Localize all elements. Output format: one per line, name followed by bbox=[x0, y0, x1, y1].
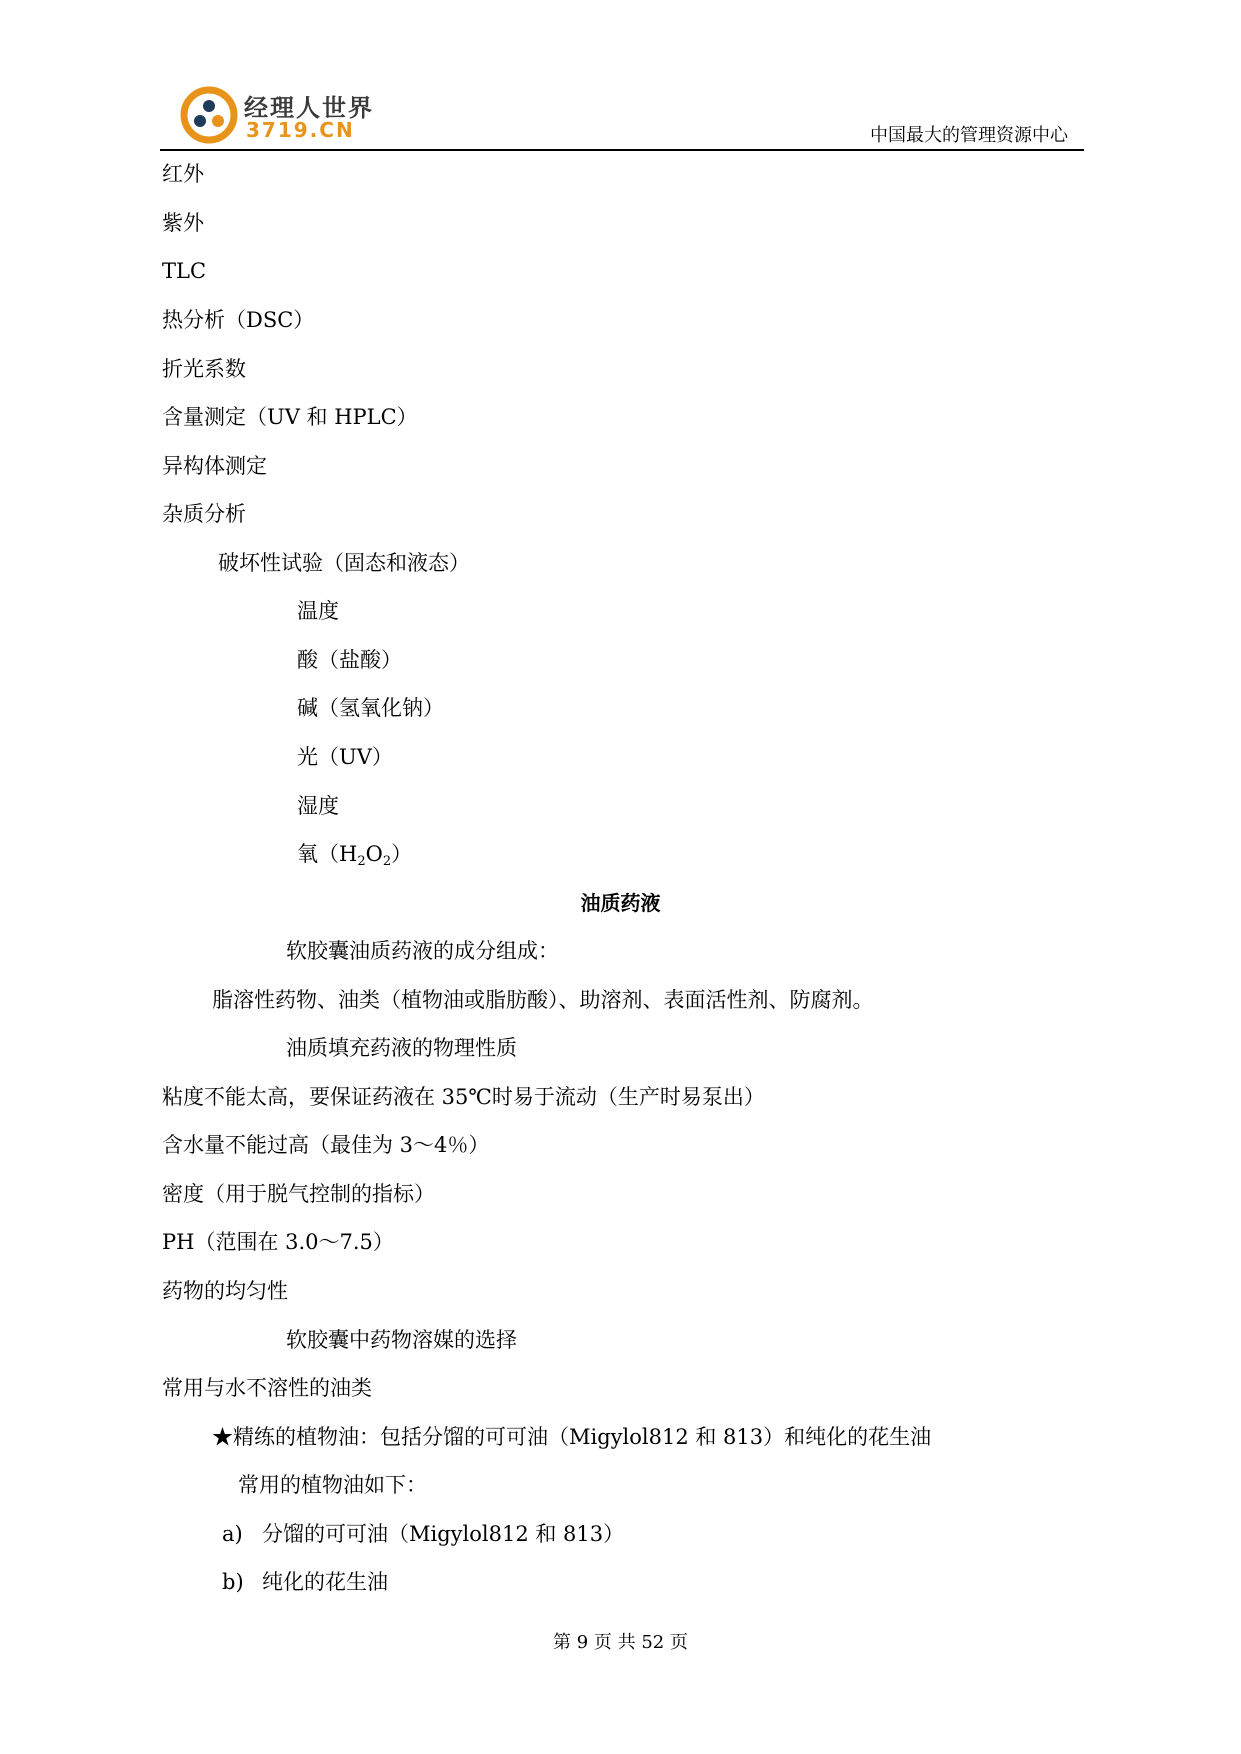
list-marker: a) bbox=[222, 1522, 243, 1546]
text-line: 油质填充药液的物理性质 bbox=[286, 1036, 517, 1060]
site-logo bbox=[180, 84, 380, 146]
logo-domain-text: 3719.CN bbox=[246, 118, 355, 142]
text-line: 常用与水不溶性的油类 bbox=[162, 1376, 372, 1400]
text-line: 酸（盐酸） bbox=[297, 648, 402, 672]
text-line: 湿度 bbox=[297, 794, 339, 818]
section-title: 油质药液 bbox=[580, 891, 661, 915]
text-line: 红外 bbox=[162, 162, 204, 186]
text-line: 粘度不能太高，要保证药液在 35℃时易于流动（生产时易泵出） bbox=[162, 1085, 765, 1109]
text-line: 软胶囊油质药液的成分组成： bbox=[286, 939, 559, 963]
text-line: TLC bbox=[162, 259, 207, 283]
logo-mark-icon bbox=[180, 86, 238, 144]
text-line: 含量测定（UV 和 HPLC） bbox=[162, 405, 418, 429]
page-number: 第 9 页 共 52 页 bbox=[553, 1632, 688, 1653]
text-line: 密度（用于脱气控制的指标） bbox=[162, 1182, 435, 1206]
list-item bbox=[222, 1521, 625, 1547]
logo-chinese-text: 经理人世界 bbox=[244, 93, 374, 122]
text-line: 破坏性试验（固态和液态） bbox=[218, 551, 470, 575]
text-line: 含水量不能过高（最佳为 3～4％） bbox=[162, 1133, 490, 1157]
text-line: 紫外 bbox=[162, 211, 204, 235]
text-line: 软胶囊中药物溶媒的选择 bbox=[286, 1328, 517, 1352]
text-line: 药物的均匀性 bbox=[162, 1279, 288, 1303]
text-line: PH（范围在 3.0～7.5） bbox=[162, 1230, 394, 1254]
list-marker: b) bbox=[222, 1570, 244, 1594]
oxygen-line: 氧$(H_2O_2)$ bbox=[297, 842, 413, 869]
text-line: 热分析（DSC） bbox=[162, 308, 315, 332]
text-line: 杂质分析 bbox=[162, 502, 246, 526]
text-line: 光（UV） bbox=[297, 745, 393, 769]
text-line: 碱（氢氧化钠） bbox=[297, 696, 444, 720]
text-line: 脂溶性药物、油类（植物油或脂肪酸）、助溶剂、表面活性剂、防腐剂。 bbox=[212, 988, 874, 1012]
header-tagline: 中国最大的管理资源中心 bbox=[870, 125, 1068, 146]
text-line: 温度 bbox=[297, 599, 339, 623]
text-line: ★精练的植物油：包括分馏的可可油（Migylol812 和 813）和纯化的花生油 bbox=[212, 1425, 932, 1449]
text-line: 折光系数 bbox=[162, 357, 246, 381]
list-item bbox=[222, 1569, 388, 1595]
list-item-text: 分馏的可可油（Migylol812 和 813） bbox=[262, 1522, 625, 1546]
list-item-text: 纯化的花生油 bbox=[262, 1570, 388, 1594]
text-line: 常用的植物油如下： bbox=[238, 1473, 427, 1497]
header-divider bbox=[160, 149, 1084, 151]
text-line: 异构体测定 bbox=[162, 454, 267, 478]
